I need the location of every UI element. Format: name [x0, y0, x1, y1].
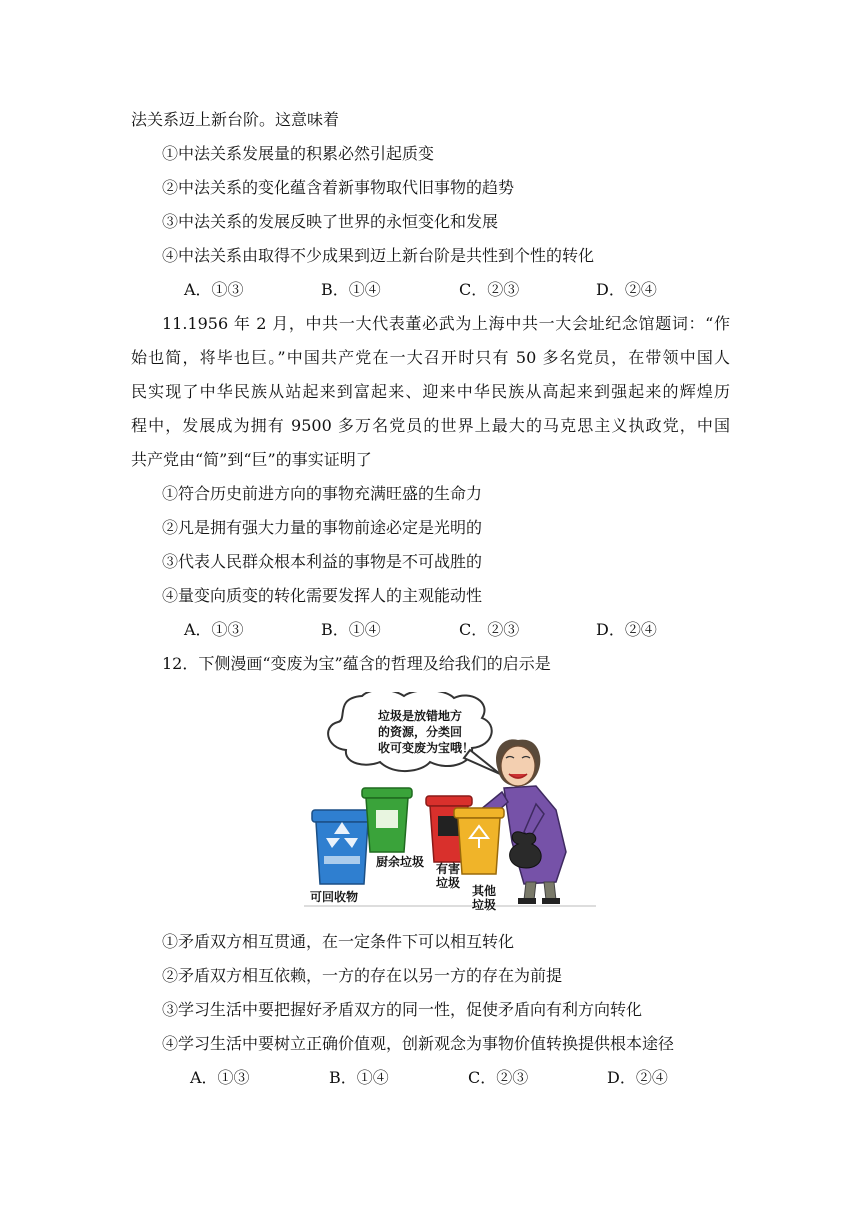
- q11-option-b: B．①④: [321, 620, 381, 639]
- q12-stem: 12．下侧漫画“变废为宝”蕴含的哲理及给我们的启示是: [162, 654, 551, 673]
- waste-sorting-cartoon: [304, 692, 596, 914]
- q11-item-3: ③代表人民群众根本利益的事物是不可战胜的: [162, 552, 483, 571]
- q11-stem-line-5: 共产党由“简”到“巨”的事实证明了: [131, 450, 372, 469]
- label-other-2: 垃圾: [472, 898, 497, 912]
- other-waste-bin: [454, 808, 504, 874]
- q11-option-c: C．②③: [459, 620, 520, 639]
- q11-option-a: A．①③: [184, 620, 244, 639]
- q10-stem-tail: 法关系迈上新台阶。这意味着: [131, 110, 340, 129]
- label-other-1: 其他: [472, 884, 497, 898]
- q12-option-b: B．①④: [329, 1068, 389, 1087]
- q11-stem-line-2: 始也简，将毕也巨。”中国共产党在一大召开时只有 50 多名党员，在带领中国人: [131, 348, 730, 367]
- q11-item-4: ④量变向质变的转化需要发挥人的主观能动性: [162, 586, 483, 605]
- q10-item-2: ②中法关系的变化蕴含着新事物取代旧事物的趋势: [162, 178, 515, 197]
- speech-line-1: 垃圾是放错地方: [378, 709, 463, 723]
- recyclable-bin: [312, 810, 372, 884]
- q10-item-4: ④中法关系由取得不少成果到迈上新台阶是共性到个性的转化: [162, 246, 595, 265]
- q12-option-c: C．②③: [468, 1068, 529, 1087]
- q12-option-a: A．①③: [190, 1068, 250, 1087]
- q11-item-2: ②凡是拥有强大力量的事物前途必定是光明的: [162, 518, 483, 537]
- q11-option-d: D．②④: [596, 620, 657, 639]
- q12-item-3: ③学习生活中要把握好矛盾双方的同一性，促使矛盾向有利方向转化: [162, 1000, 643, 1019]
- q12-item-2: ②矛盾双方相互依赖，一方的存在以另一方的存在为前提: [162, 966, 563, 985]
- q11-stem-line-4: 程中，发展成为拥有 9500 多万名党员的世界上最大的马克思主义执政党，中国: [131, 416, 730, 435]
- q10-option-d: D．②④: [596, 280, 657, 299]
- label-hazardous-1: 有害: [436, 862, 461, 876]
- q10-item-1: ①中法关系发展量的积累必然引起质变: [162, 144, 435, 163]
- label-kitchen-waste: 厨余垃圾: [376, 855, 425, 869]
- speech-line-3: 收可变废为宝哦！: [378, 741, 475, 755]
- label-recyclable: 可回收物: [310, 890, 359, 904]
- q12-item-1: ①矛盾双方相互贯通，在一定条件下可以相互转化: [162, 932, 515, 951]
- label-hazardous-2: 垃圾: [436, 876, 461, 890]
- q11-stem-line-1: 11.1956 年 2 月，中共一大代表董必武为上海中共一大会址纪念馆题词：“作: [162, 314, 730, 333]
- q11-item-1: ①符合历史前进方向的事物充满旺盛的生命力: [162, 484, 483, 503]
- kitchen-waste-bin: [362, 788, 412, 852]
- q12-item-4: ④学习生活中要树立正确价值观，创新观念为事物价值转换提供根本途径: [162, 1034, 675, 1053]
- q10-option-a: A．①③: [184, 280, 244, 299]
- q11-stem-line-3: 民实现了中华民族从站起来到富起来、迎来中华民族从高起来到强起来的辉煌历: [131, 382, 730, 401]
- q10-item-3: ③中法关系的发展反映了世界的永恒变化和发展: [162, 212, 499, 231]
- speech-line-2: 的资源，分类回: [378, 725, 463, 739]
- q12-option-d: D．②④: [607, 1068, 668, 1087]
- q10-option-c: C．②③: [459, 280, 520, 299]
- q10-option-b: B．①④: [321, 280, 381, 299]
